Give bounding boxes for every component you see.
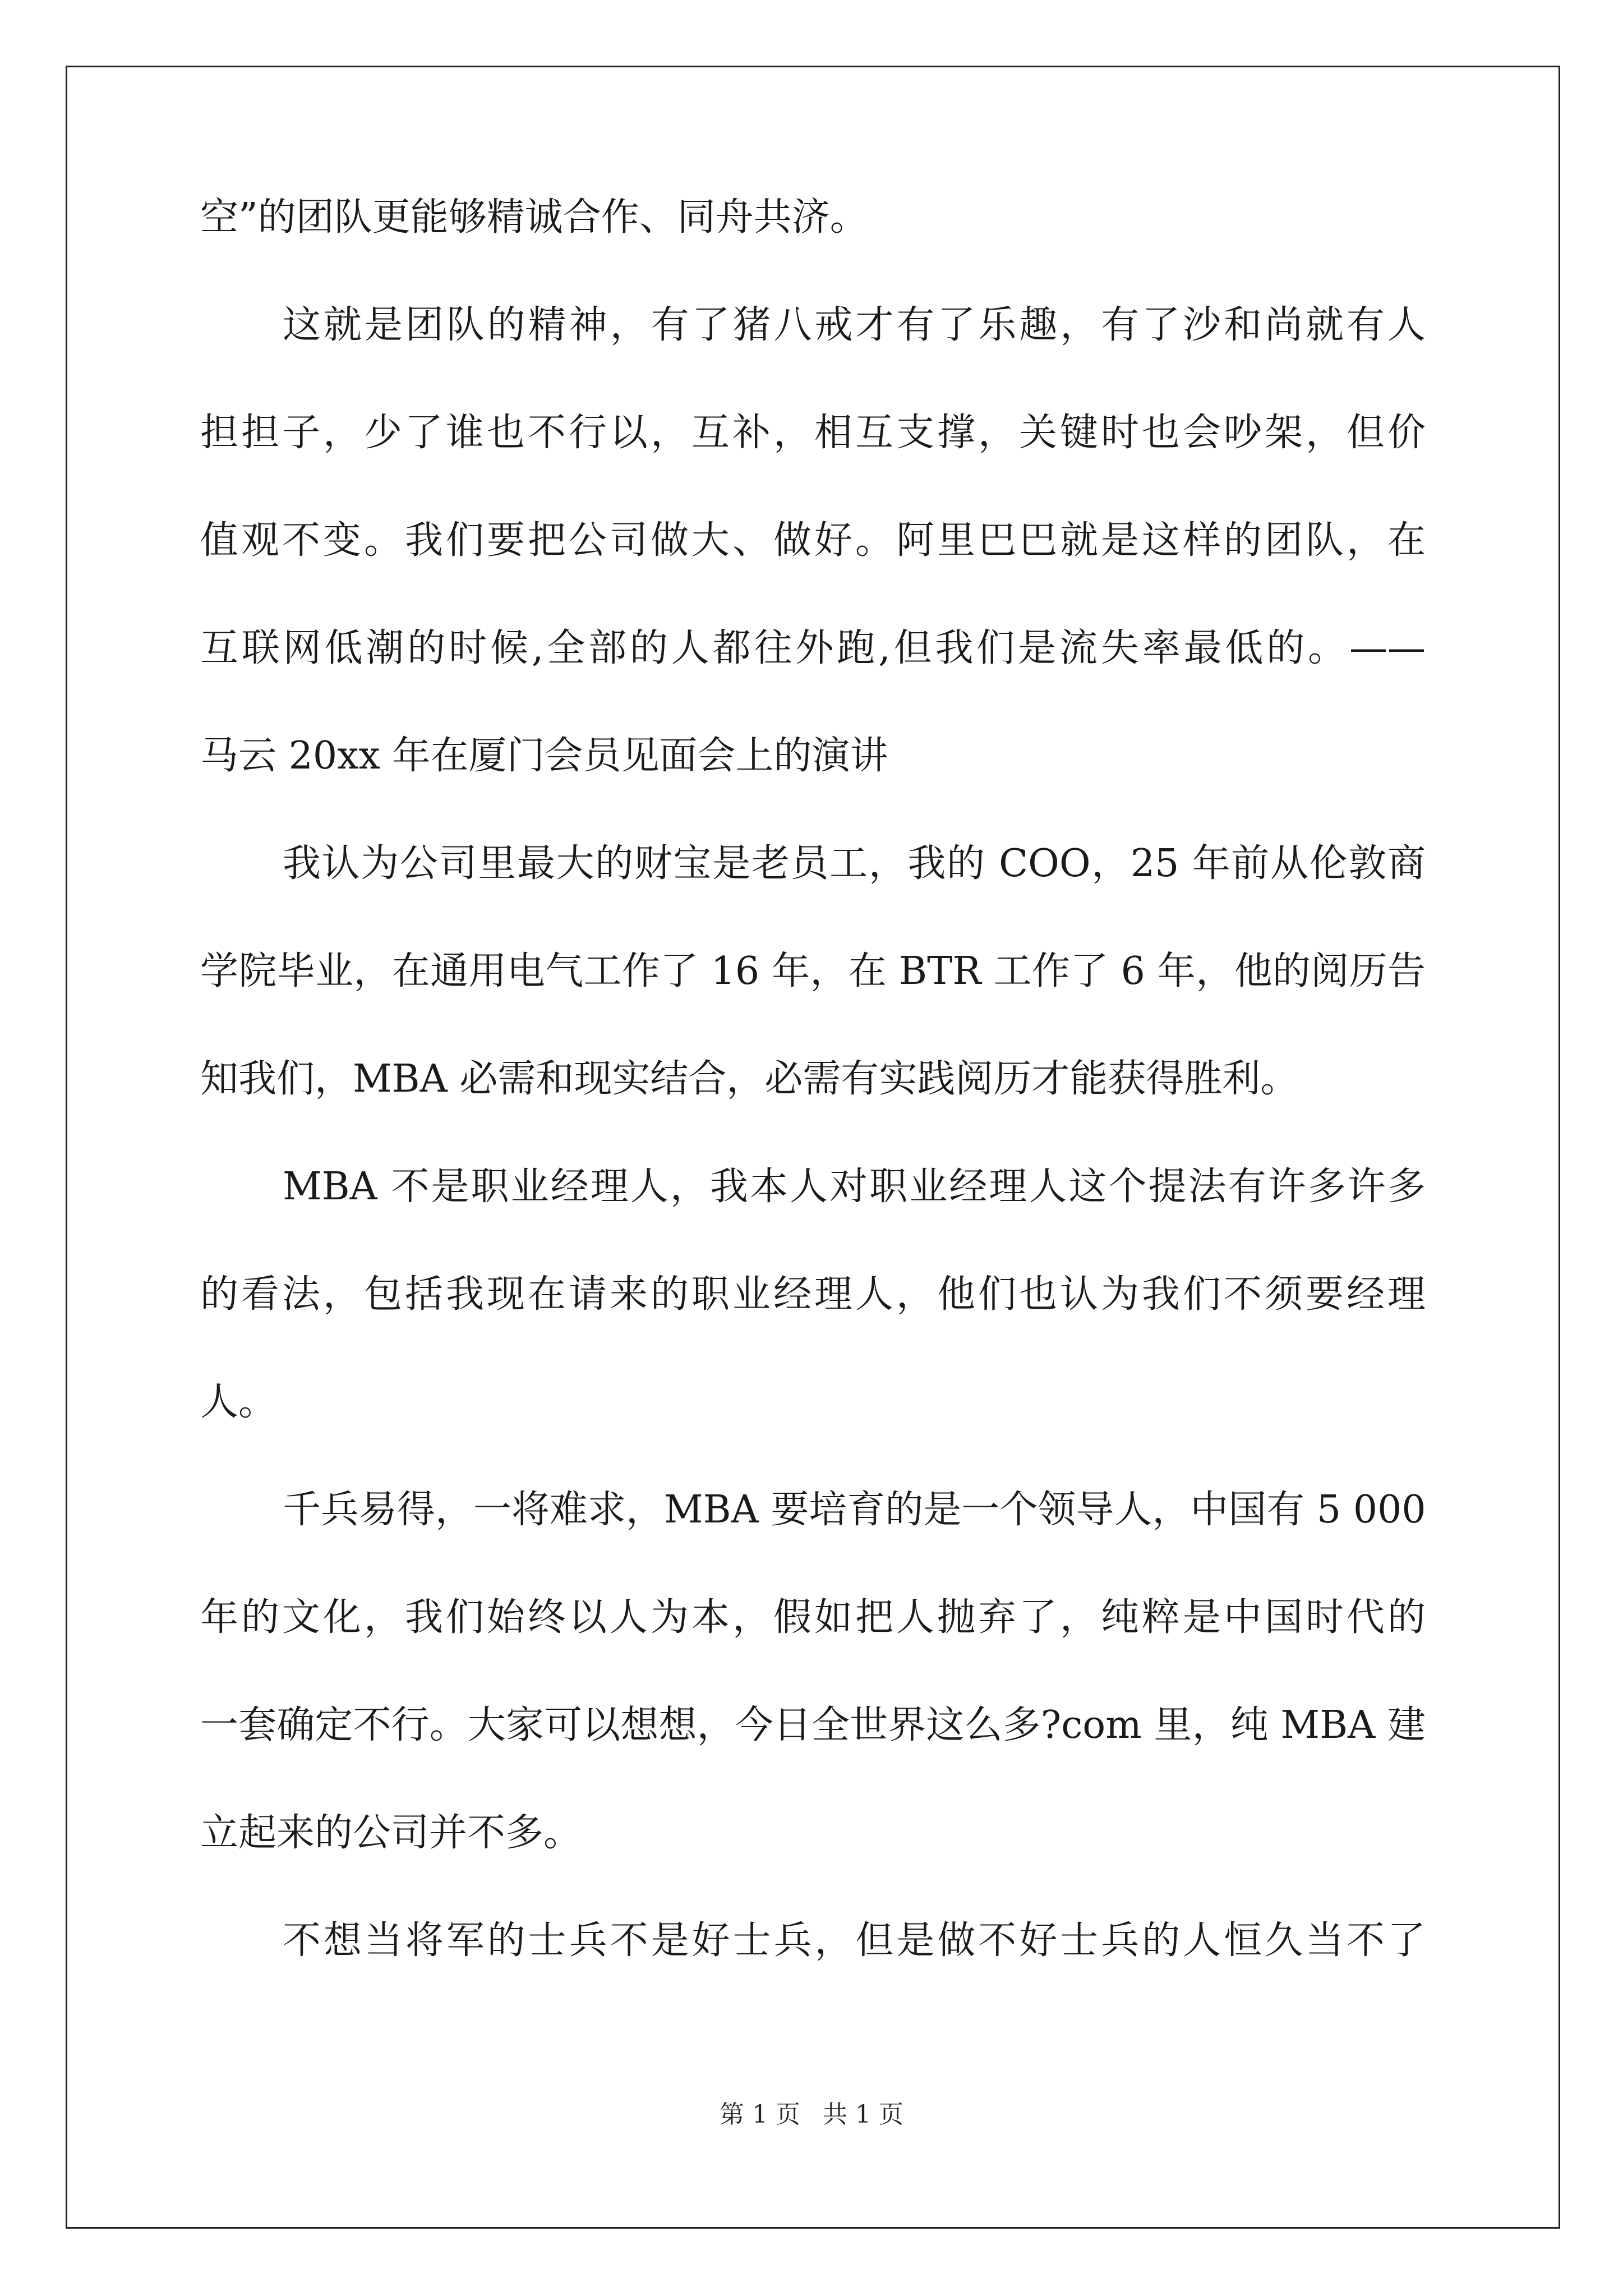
text-line-12: 人。 — [200, 1380, 277, 1424]
text-line-11: 的看法，包括我现在请来的职业经理人，他们也认为我们不须要经理 — [200, 1272, 1426, 1317]
page-number-total: 共 1 页 — [823, 2100, 903, 2129]
page-border — [66, 66, 1560, 2229]
text-line-6: 马云 20xx 年在厦门会员见面会上的演讲 — [200, 734, 888, 778]
text-line-8: 学院毕业，在通用电气工作了 16 年，在 BTR 工作了 6 年，他的阅历告 — [200, 949, 1426, 993]
text-line-14: 年的文化，我们始终以人为本，假如把人抛弃了，纯粹是中国时代的 — [200, 1595, 1426, 1640]
text-line-15: 一套确定不行。大家可以想想，今日全世界这么多?com 里，纯 MBA 建 — [200, 1703, 1426, 1747]
text-line-17: 不想当将军的士兵不是好士兵，但是做不好士兵的人恒久当不了 — [283, 1918, 1426, 1963]
text-line-9: 知我们，MBA 必需和现实结合，必需有实践阅历才能获得胜利。 — [200, 1057, 1299, 1101]
text-line-13: 千兵易得，一将难求，MBA 要培育的是一个领导人，中国有 5 000 — [283, 1488, 1426, 1532]
text-line-1: 空”的团队更能够精诚合作、同舟共济。 — [200, 195, 868, 240]
text-line-2: 这就是团队的精神，有了猪八戒才有了乐趣，有了沙和尚就有人 — [283, 303, 1426, 347]
page-number-current: 第 1 页 — [720, 2100, 800, 2129]
text-line-10: MBA 不是职业经理人，我本人对职业经理人这个提法有许多许多 — [283, 1165, 1426, 1209]
page-footer — [0, 2098, 1623, 2132]
text-line-5: 互联网低潮的时候,全部的人都往外跑,但我们是流失率最低的。—— — [200, 626, 1426, 670]
text-line-4: 值观不变。我们要把公司做大、做好。阿里巴巴就是这样的团队，在 — [200, 518, 1426, 563]
text-line-3: 担担子，少了谁也不行以，互补，相互支撑，关键时也会吵架，但价 — [200, 411, 1426, 455]
text-line-16: 立起来的公司并不多。 — [200, 1811, 582, 1855]
text-line-7: 我认为公司里最大的财宝是老员工，我的 COO，25 年前从伦敦商 — [283, 841, 1426, 886]
